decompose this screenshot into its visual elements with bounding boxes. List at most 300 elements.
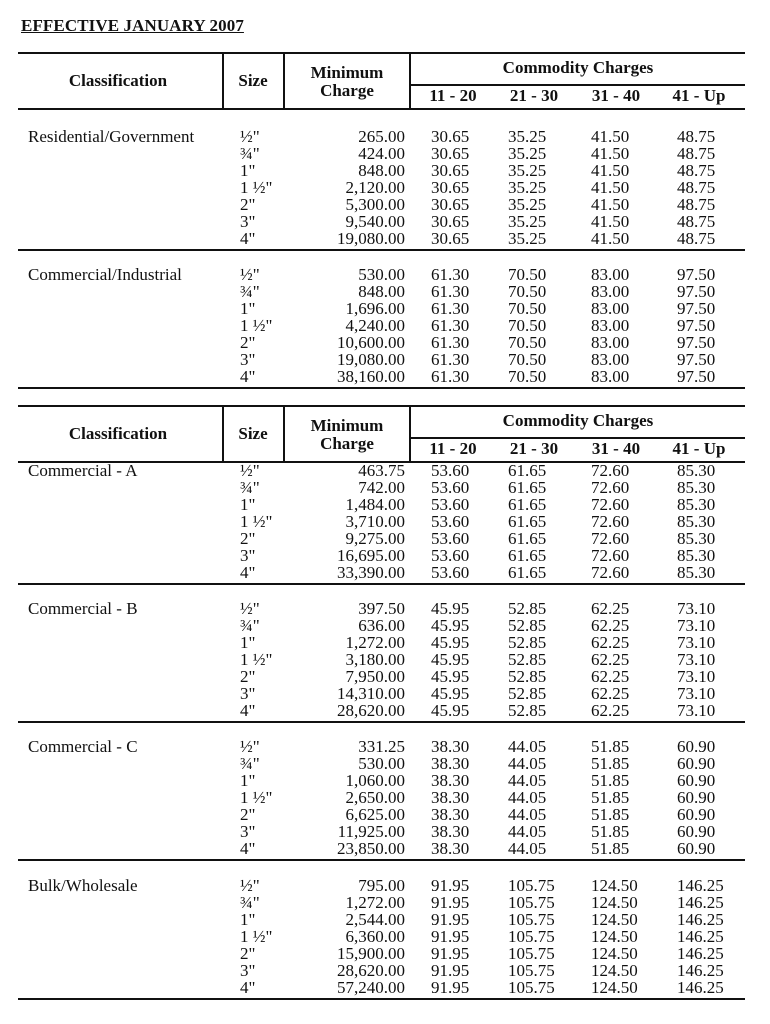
commodity-charge-cell: 51.85 [591, 754, 630, 773]
size-cell: ½" [240, 599, 260, 618]
header-classification: Classification [68, 424, 168, 443]
size-cell: 3" [240, 684, 256, 703]
table-row [18, 213, 745, 230]
commodity-charge-cell: 35.25 [508, 195, 547, 214]
size-cell: 1" [240, 910, 256, 929]
commodity-charge-cell: 51.85 [591, 822, 630, 841]
table-row [18, 513, 745, 530]
commodity-charge-cell: 45.95 [431, 599, 470, 618]
commodity-charge-cell: 146.25 [677, 910, 724, 929]
size-cell: 4" [240, 563, 256, 582]
commodity-charge-cell: 91.95 [431, 910, 470, 929]
rate-group [18, 462, 745, 581]
minimum-charge-cell: 3,180.00 [345, 650, 405, 669]
header-top-rule [18, 52, 745, 54]
size-cell: 1" [240, 495, 256, 514]
commodity-charge-cell: 48.75 [677, 195, 716, 214]
minimum-charge-cell: 28,620.00 [337, 961, 405, 980]
commodity-charge-cell: 41.50 [591, 229, 630, 248]
commodity-charge-cell: 48.75 [677, 127, 716, 146]
size-cell: ½" [240, 737, 260, 756]
size-cell: 4" [240, 367, 256, 386]
commodity-charge-cell: 38.30 [431, 737, 470, 756]
commodity-charge-cell: 83.00 [591, 316, 630, 335]
commodity-charge-cell: 61.30 [431, 282, 470, 301]
commodity-charge-cell: 72.60 [591, 546, 630, 565]
commodity-charge-cell: 53.60 [431, 461, 470, 480]
table-row [18, 162, 745, 179]
table-row [18, 145, 745, 162]
commodity-charge-cell: 97.50 [677, 367, 716, 386]
commodity-charge-cell: 44.05 [508, 737, 547, 756]
size-cell: 1 ½" [240, 512, 273, 531]
commodity-charge-cell: 83.00 [591, 299, 630, 318]
commodity-charge-cell: 61.65 [508, 495, 547, 514]
commodity-charge-cell: 35.25 [508, 127, 547, 146]
commodity-charge-cell: 30.65 [431, 195, 470, 214]
header-tier: 21 - 30 [509, 86, 559, 105]
minimum-charge-cell: 15,900.00 [337, 944, 405, 963]
commodity-charge-cell: 124.50 [591, 910, 638, 929]
commodity-charge-cell: 105.75 [508, 927, 555, 946]
commodity-charge-cell: 38.30 [431, 788, 470, 807]
commodity-charge-cell: 73.10 [677, 650, 716, 669]
commodity-charge-cell: 60.90 [677, 839, 716, 858]
commodity-charge-cell: 45.95 [431, 701, 470, 720]
table-row [18, 962, 745, 979]
commodity-charge-cell: 97.50 [677, 316, 716, 335]
size-cell: 4" [240, 701, 256, 720]
minimum-charge-cell: 742.00 [358, 478, 405, 497]
header-minimum: Minimum [310, 63, 384, 82]
commodity-charge-cell: 38.30 [431, 839, 470, 858]
commodity-charge-cell: 70.50 [508, 282, 547, 301]
commodity-charge-cell: 91.95 [431, 961, 470, 980]
document-title: EFFECTIVE JANUARY 2007 [21, 16, 244, 35]
commodity-charge-cell: 105.75 [508, 961, 555, 980]
commodity-charge-cell: 61.65 [508, 546, 547, 565]
minimum-charge-cell: 2,120.00 [345, 178, 405, 197]
commodity-charge-cell: 73.10 [677, 633, 716, 652]
minimum-charge-cell: 397.50 [358, 599, 405, 618]
minimum-charge-cell: 4,240.00 [345, 316, 405, 335]
commodity-charge-cell: 146.25 [677, 944, 724, 963]
commodity-charge-cell: 41.50 [591, 127, 630, 146]
size-cell: 2" [240, 529, 256, 548]
commodity-charge-cell: 124.50 [591, 927, 638, 946]
minimum-charge-cell: 848.00 [358, 161, 405, 180]
commodity-charge-cell: 52.85 [508, 701, 547, 720]
size-cell: 1 ½" [240, 178, 273, 197]
commodity-charge-cell: 85.30 [677, 478, 716, 497]
commodity-charge-cell: 97.50 [677, 299, 716, 318]
minimum-charge-cell: 424.00 [358, 144, 405, 163]
commodity-charge-cell: 97.50 [677, 282, 716, 301]
commodity-charge-cell: 146.25 [677, 927, 724, 946]
size-cell: 1" [240, 633, 256, 652]
commodity-charge-cell: 70.50 [508, 265, 547, 284]
commodity-charge-cell: 61.65 [508, 512, 547, 531]
commodity-charge-cell: 124.50 [591, 876, 638, 895]
table-row [18, 928, 745, 945]
minimum-charge-cell: 19,080.00 [337, 229, 405, 248]
commodity-charge-cell: 124.50 [591, 961, 638, 980]
header-commodity-charges: Commodity Charges [502, 411, 654, 430]
commodity-charge-cell: 45.95 [431, 650, 470, 669]
commodity-charge-cell: 60.90 [677, 754, 716, 773]
commodity-charge-cell: 61.30 [431, 333, 470, 352]
size-cell: ¾" [240, 282, 260, 301]
table-header [18, 52, 745, 110]
commodity-charge-cell: 72.60 [591, 529, 630, 548]
classification-name: Bulk/Wholesale [28, 876, 138, 895]
commodity-charge-cell: 48.75 [677, 144, 716, 163]
commodity-charge-cell: 85.30 [677, 546, 716, 565]
commodity-charge-cell: 105.75 [508, 876, 555, 895]
minimum-charge-cell: 6,625.00 [345, 805, 405, 824]
table-row [18, 617, 745, 634]
commodity-charge-cell: 30.65 [431, 178, 470, 197]
minimum-charge-cell: 6,360.00 [345, 927, 405, 946]
size-cell: 2" [240, 333, 256, 352]
table-row [18, 702, 745, 719]
table-row [18, 334, 745, 351]
minimum-charge-cell: 28,620.00 [337, 701, 405, 720]
classification-name: Residential/Government [28, 127, 195, 146]
commodity-charge-cell: 91.95 [431, 978, 470, 997]
size-cell: 2" [240, 195, 256, 214]
rate-group [18, 738, 745, 857]
minimum-charge-cell: 1,484.00 [345, 495, 405, 514]
table-row [18, 806, 745, 823]
size-cell: ¾" [240, 144, 260, 163]
minimum-charge-cell: 463.75 [358, 461, 405, 480]
size-cell: 3" [240, 822, 256, 841]
commodity-charge-cell: 70.50 [508, 299, 547, 318]
commodity-charge-cell: 60.90 [677, 805, 716, 824]
table-row [18, 894, 745, 911]
commodity-charge-cell: 52.85 [508, 633, 547, 652]
table-row [18, 230, 745, 247]
commodity-charge-cell: 53.60 [431, 529, 470, 548]
minimum-charge-cell: 19,080.00 [337, 350, 405, 369]
commodity-charge-cell: 62.25 [591, 599, 630, 618]
commodity-charge-cell: 73.10 [677, 701, 716, 720]
minimum-charge-cell: 795.00 [358, 876, 405, 895]
commodity-charge-cell: 73.10 [677, 667, 716, 686]
commodity-charge-cell: 30.65 [431, 212, 470, 231]
minimum-charge-cell: 265.00 [358, 127, 405, 146]
commodity-charge-cell: 105.75 [508, 944, 555, 963]
commodity-charge-cell: 91.95 [431, 927, 470, 946]
commodity-charge-cell: 53.60 [431, 563, 470, 582]
table-row [18, 196, 745, 213]
commodity-charge-cell: 51.85 [591, 737, 630, 756]
group-separator [18, 249, 745, 251]
commodity-charge-cell: 53.60 [431, 512, 470, 531]
minimum-charge-cell: 9,540.00 [345, 212, 405, 231]
minimum-charge-cell: 331.25 [358, 737, 405, 756]
table-row [18, 479, 745, 496]
commodity-charge-cell: 60.90 [677, 737, 716, 756]
commodity-charge-cell: 91.95 [431, 876, 470, 895]
commodity-charge-cell: 61.65 [508, 478, 547, 497]
table-row [18, 496, 745, 513]
minimum-charge-cell: 57,240.00 [337, 978, 405, 997]
size-cell: 4" [240, 978, 256, 997]
header-charge: Charge [320, 81, 374, 100]
header-tier: 41 - Up [672, 439, 726, 458]
table-row [18, 789, 745, 806]
minimum-charge-cell: 16,695.00 [337, 546, 405, 565]
size-cell: 2" [240, 944, 256, 963]
minimum-charge-cell: 38,160.00 [337, 367, 405, 386]
commodity-charge-cell: 53.60 [431, 495, 470, 514]
commodity-charge-cell: 105.75 [508, 910, 555, 929]
commodity-charge-cell: 61.30 [431, 316, 470, 335]
size-cell: 1 ½" [240, 927, 273, 946]
table-row [18, 772, 745, 789]
header-tier: 31 - 40 [591, 439, 641, 458]
minimum-charge-cell: 14,310.00 [337, 684, 405, 703]
commodity-charge-cell: 44.05 [508, 754, 547, 773]
commodity-charge-cell: 85.30 [677, 512, 716, 531]
table-row [18, 634, 745, 651]
header-commodity-charges: Commodity Charges [502, 58, 654, 77]
commodity-charge-cell: 83.00 [591, 367, 630, 386]
commodity-charge-cell: 38.30 [431, 822, 470, 841]
commodity-charge-cell: 97.50 [677, 333, 716, 352]
commodity-charge-cell: 72.60 [591, 512, 630, 531]
commodity-charge-cell: 61.30 [431, 299, 470, 318]
commodity-charge-cell: 60.90 [677, 822, 716, 841]
header-charge: Charge [320, 434, 374, 453]
commodity-charge-cell: 146.25 [677, 876, 724, 895]
minimum-charge-cell: 1,060.00 [345, 771, 405, 790]
header-top-rule [18, 405, 745, 407]
minimum-charge-cell: 1,696.00 [345, 299, 405, 318]
rate-group [18, 600, 745, 719]
size-cell: ¾" [240, 754, 260, 773]
commodity-charge-cell: 44.05 [508, 805, 547, 824]
commodity-charge-cell: 60.90 [677, 788, 716, 807]
size-cell: ½" [240, 265, 260, 284]
commodity-charge-cell: 52.85 [508, 616, 547, 635]
size-cell: 3" [240, 961, 256, 980]
commodity-charge-cell: 52.85 [508, 684, 547, 703]
commodity-charge-cell: 45.95 [431, 667, 470, 686]
minimum-charge-cell: 9,275.00 [345, 529, 405, 548]
commodity-charge-cell: 51.85 [591, 839, 630, 858]
size-cell: 3" [240, 350, 256, 369]
table-row [18, 368, 745, 385]
header-divider [283, 52, 285, 110]
commodity-charge-cell: 52.85 [508, 599, 547, 618]
size-cell: 1" [240, 161, 256, 180]
minimum-charge-cell: 5,300.00 [345, 195, 405, 214]
rate-group [18, 266, 745, 385]
group-separator [18, 998, 745, 1000]
commodity-charge-cell: 52.85 [508, 667, 547, 686]
commodity-charge-cell: 35.25 [508, 229, 547, 248]
commodity-charge-cell: 70.50 [508, 316, 547, 335]
commodity-charge-cell: 61.30 [431, 350, 470, 369]
commodity-charge-cell: 124.50 [591, 978, 638, 997]
commodity-charge-cell: 61.30 [431, 265, 470, 284]
header-tier: 11 - 20 [429, 439, 477, 458]
commodity-charge-cell: 60.90 [677, 771, 716, 790]
table-row [18, 979, 745, 996]
commodity-charge-cell: 97.50 [677, 265, 716, 284]
commodity-charge-cell: 61.30 [431, 367, 470, 386]
size-cell: ¾" [240, 893, 260, 912]
classification-name: Commercial/Industrial [28, 265, 182, 284]
size-cell: 2" [240, 805, 256, 824]
size-cell: 1 ½" [240, 650, 273, 669]
commodity-charge-cell: 61.65 [508, 529, 547, 548]
table-row [18, 738, 745, 755]
group-separator [18, 387, 745, 389]
table-row [18, 840, 745, 857]
minimum-charge-cell: 11,925.00 [337, 822, 405, 841]
table-header [18, 405, 745, 463]
size-cell: 1 ½" [240, 788, 273, 807]
commodity-charge-cell: 73.10 [677, 684, 716, 703]
commodity-charge-cell: 62.25 [591, 650, 630, 669]
commodity-charge-cell: 44.05 [508, 839, 547, 858]
commodity-charge-cell: 35.25 [508, 178, 547, 197]
size-cell: ½" [240, 876, 260, 895]
header-tier: 11 - 20 [429, 86, 477, 105]
table-row [18, 668, 745, 685]
header-classification: Classification [68, 71, 168, 90]
commodity-charge-cell: 146.25 [677, 978, 724, 997]
commodity-charge-cell: 91.95 [431, 893, 470, 912]
minimum-charge-cell: 23,850.00 [337, 839, 405, 858]
commodity-charge-cell: 35.25 [508, 144, 547, 163]
header-size: Size [238, 71, 268, 90]
size-cell: ¾" [240, 616, 260, 635]
commodity-charge-cell: 146.25 [677, 961, 724, 980]
commodity-charge-cell: 70.50 [508, 350, 547, 369]
minimum-charge-cell: 530.00 [358, 754, 405, 773]
table-row [18, 945, 745, 962]
table-row [18, 823, 745, 840]
table-row [18, 128, 745, 145]
commodity-charge-cell: 62.25 [591, 633, 630, 652]
size-cell: 1 ½" [240, 316, 273, 335]
commodity-charge-cell: 61.65 [508, 563, 547, 582]
commodity-charge-cell: 91.95 [431, 944, 470, 963]
size-cell: 4" [240, 229, 256, 248]
commodity-charge-cell: 83.00 [591, 282, 630, 301]
table-row [18, 685, 745, 702]
commodity-charge-cell: 44.05 [508, 788, 547, 807]
table-row [18, 530, 745, 547]
commodity-charge-cell: 83.00 [591, 265, 630, 284]
commodity-charge-cell: 41.50 [591, 144, 630, 163]
commodity-charge-cell: 53.60 [431, 478, 470, 497]
size-cell: ¾" [240, 478, 260, 497]
commodity-charge-cell: 41.50 [591, 195, 630, 214]
minimum-charge-cell: 530.00 [358, 265, 405, 284]
minimum-charge-cell: 1,272.00 [345, 893, 405, 912]
commodity-charge-cell: 72.60 [591, 478, 630, 497]
commodity-charge-cell: 44.05 [508, 822, 547, 841]
commodity-charge-cell: 35.25 [508, 161, 547, 180]
header-tier: 21 - 30 [509, 439, 559, 458]
header-tier: 41 - Up [672, 86, 726, 105]
commodity-charge-cell: 73.10 [677, 599, 716, 618]
commodity-charge-cell: 38.30 [431, 805, 470, 824]
commodity-charge-cell: 41.50 [591, 161, 630, 180]
commodity-charge-cell: 70.50 [508, 367, 547, 386]
size-cell: 1" [240, 299, 256, 318]
header-divider [283, 405, 285, 463]
commodity-charge-cell: 30.65 [431, 127, 470, 146]
commodity-charge-cell: 146.25 [677, 893, 724, 912]
minimum-charge-cell: 2,650.00 [345, 788, 405, 807]
commodity-charge-cell: 38.30 [431, 771, 470, 790]
commodity-charge-cell: 45.95 [431, 684, 470, 703]
table-row [18, 564, 745, 581]
commodity-charge-cell: 30.65 [431, 161, 470, 180]
header-minimum: Minimum [310, 416, 384, 435]
table-row [18, 651, 745, 668]
group-separator [18, 721, 745, 723]
commodity-charge-cell: 45.95 [431, 616, 470, 635]
commodity-charge-cell: 38.30 [431, 754, 470, 773]
size-cell: 3" [240, 212, 256, 231]
table-row [18, 600, 745, 617]
commodity-charge-cell: 70.50 [508, 333, 547, 352]
table-row [18, 877, 745, 894]
commodity-charge-cell: 124.50 [591, 893, 638, 912]
minimum-charge-cell: 848.00 [358, 282, 405, 301]
commodity-charge-cell: 61.65 [508, 461, 547, 480]
commodity-charge-cell: 52.85 [508, 650, 547, 669]
size-cell: 2" [240, 667, 256, 686]
table-row [18, 911, 745, 928]
group-separator [18, 583, 745, 585]
commodity-charge-cell: 97.50 [677, 350, 716, 369]
table-row [18, 283, 745, 300]
size-cell: ½" [240, 127, 260, 146]
commodity-charge-cell: 48.75 [677, 212, 716, 231]
size-cell: 1" [240, 771, 256, 790]
commodity-charge-cell: 30.65 [431, 229, 470, 248]
size-cell: 3" [240, 546, 256, 565]
size-cell: ½" [240, 461, 260, 480]
table-row [18, 266, 745, 283]
commodity-charge-cell: 51.85 [591, 788, 630, 807]
commodity-charge-cell: 105.75 [508, 978, 555, 997]
minimum-charge-cell: 10,600.00 [337, 333, 405, 352]
commodity-charge-cell: 72.60 [591, 563, 630, 582]
minimum-charge-cell: 636.00 [358, 616, 405, 635]
classification-name: Commercial - B [28, 599, 138, 618]
table-row [18, 462, 745, 479]
commodity-charge-cell: 73.10 [677, 616, 716, 635]
commodity-charge-cell: 35.25 [508, 212, 547, 231]
commodity-charge-cell: 41.50 [591, 212, 630, 231]
commodity-charge-cell: 62.25 [591, 701, 630, 720]
commodity-charge-cell: 72.60 [591, 461, 630, 480]
rate-group [18, 877, 745, 996]
table-row [18, 547, 745, 564]
commodity-charge-cell: 85.30 [677, 563, 716, 582]
table-row [18, 351, 745, 368]
